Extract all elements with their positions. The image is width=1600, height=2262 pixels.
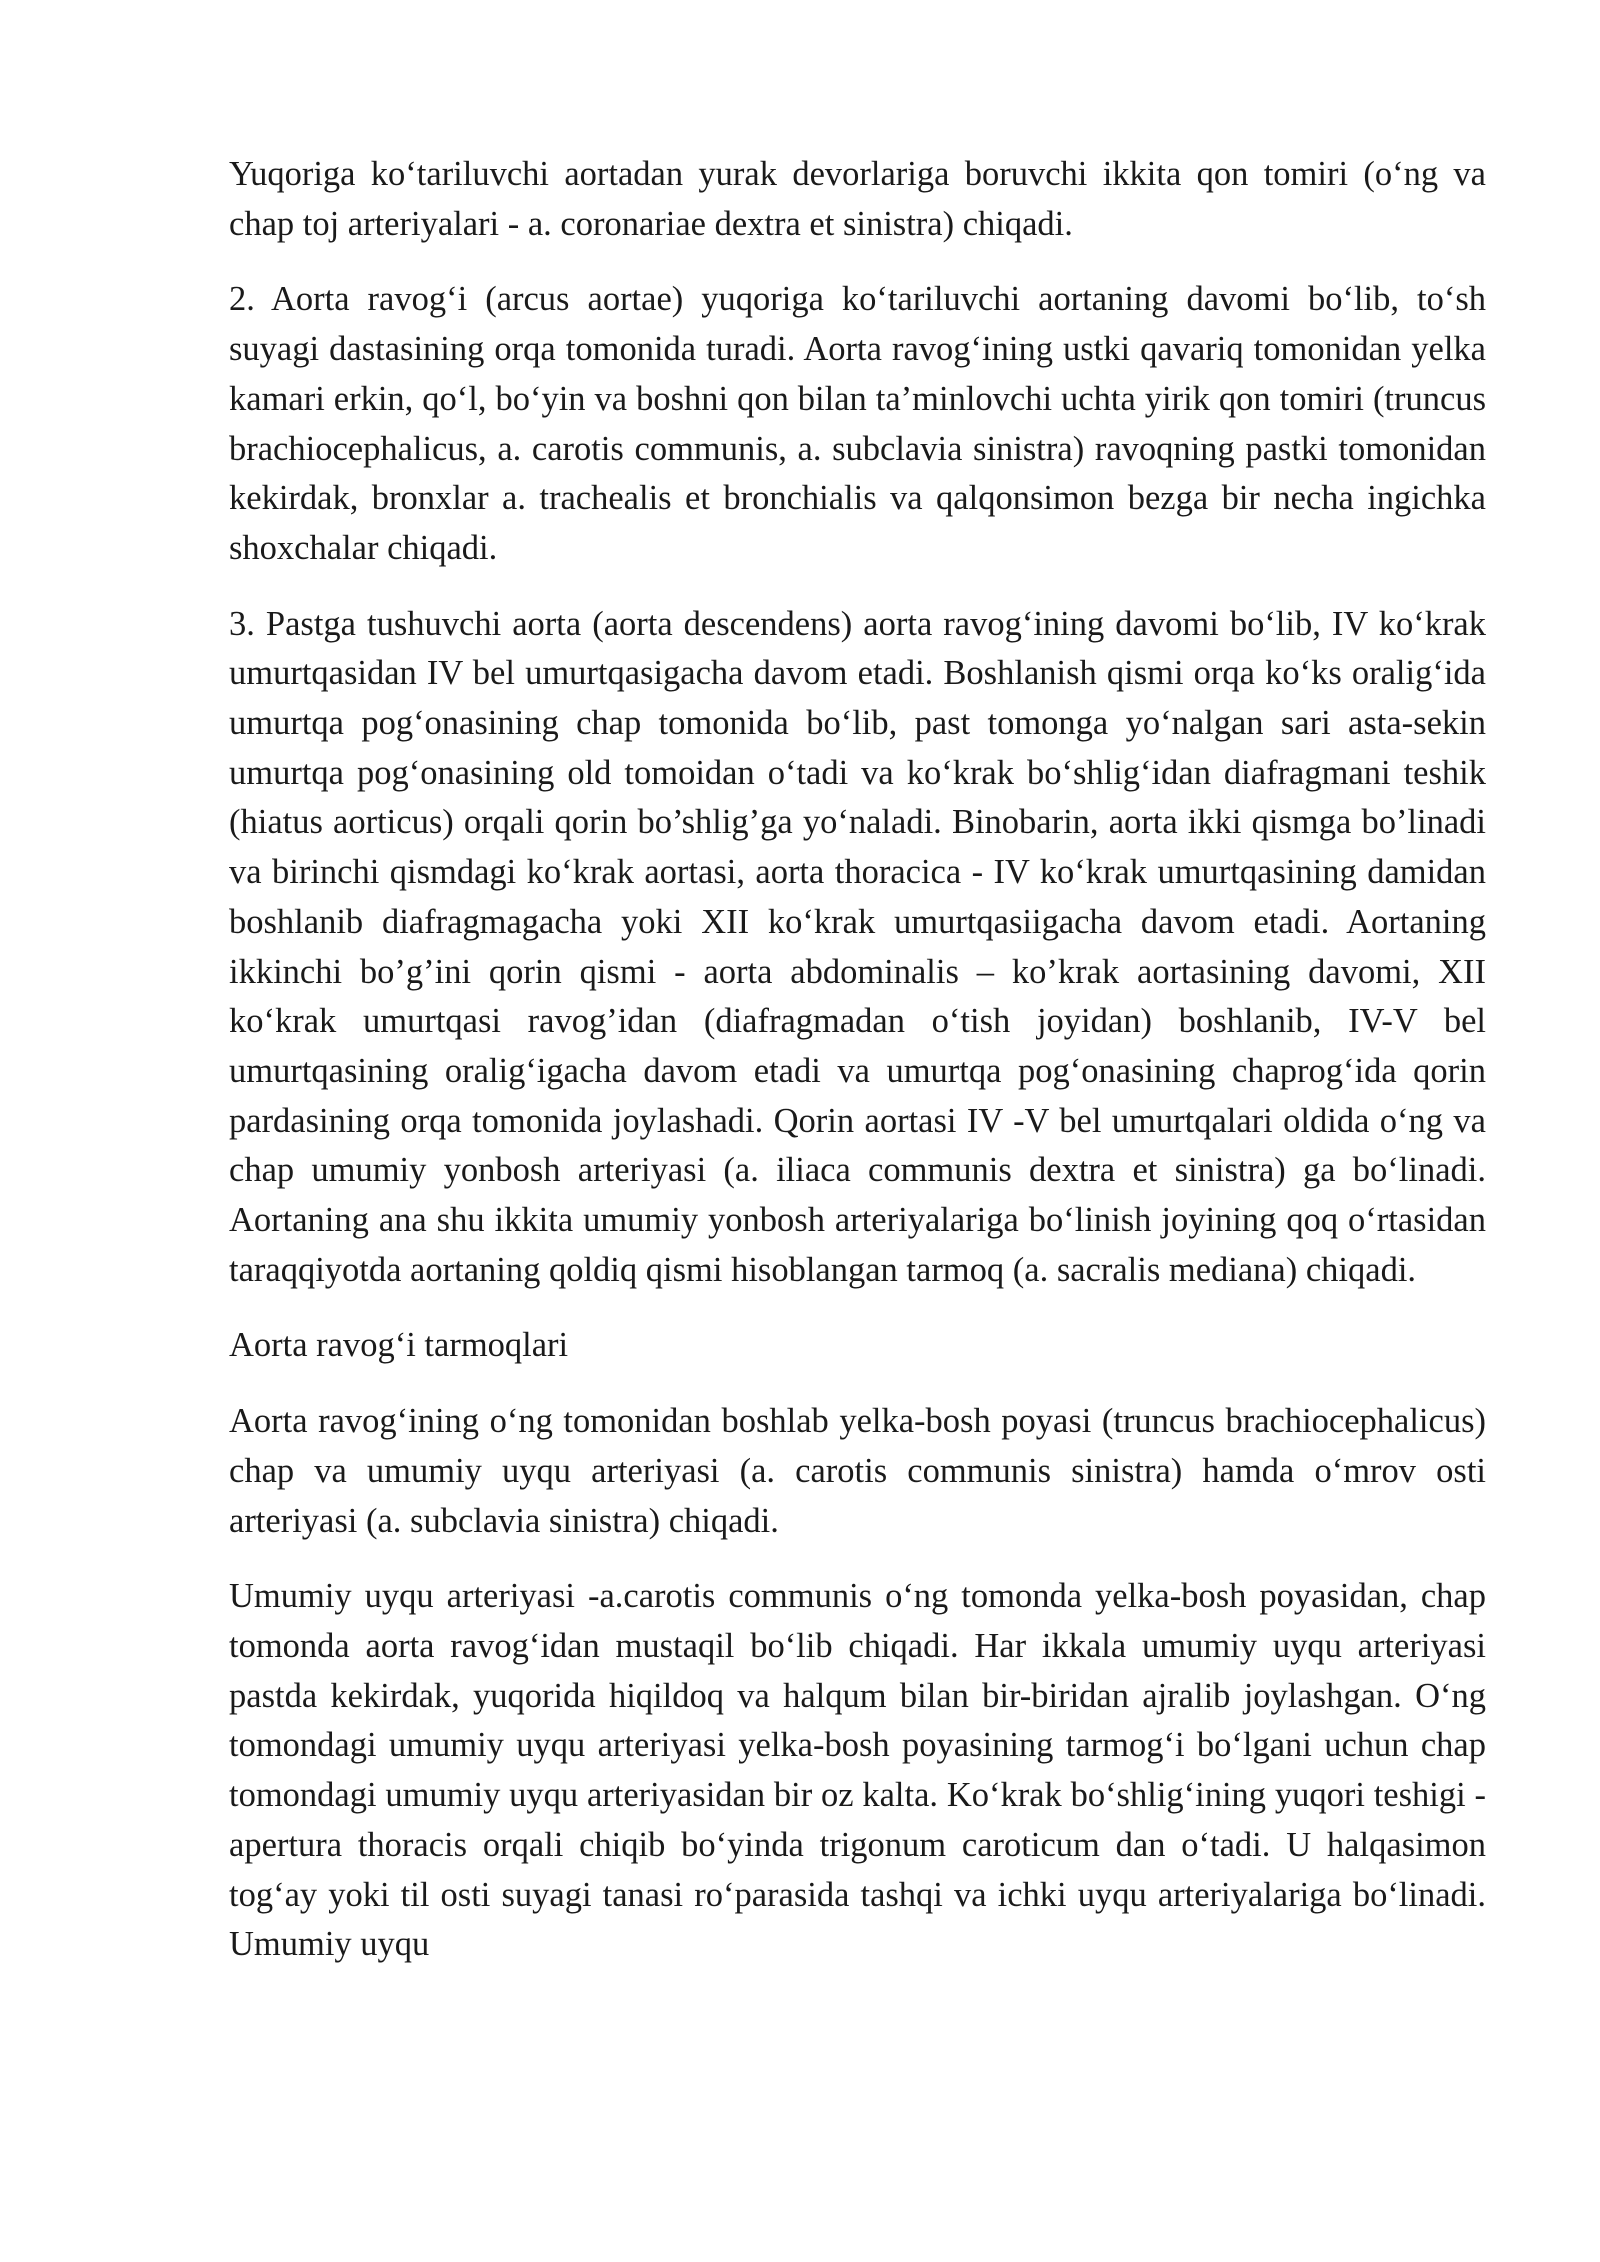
- section-heading-aortic-arch-branches: Aorta ravog‘i tarmoqlari: [229, 1326, 569, 1365]
- document-body: [229, 150, 1486, 1996]
- paragraph-arch-branches: Aorta ravog‘ining o‘ng tomonidan boshlab yelka-bosh poyasi (truncus brachiocephalicus) chap va umumiy uyqu arteriyasi (a. carotis communis sinistra) hamda o‘mrov osti arteriyasi (a. subclavia sinistra) chiqadi.: [229, 1402, 1486, 1540]
- paragraph-common-carotid: Umumiy uyqu arteriyasi -a.carotis communis o‘ng tomonda yelka-bosh poyasidan, chap tomonda aorta ravog‘idan mustaqil bo‘lib chiqadi. Har ikkala umumiy uyqu arteriyasi pastda kekirdak, yuqorida hiqildoq va halqum bilan bir-biridan ajralib joylashgan. O‘ng tomondagi umumiy uyqu arteriyasi yelka-bosh poyasining tarmog‘i bo‘lgani uchun chap tomondagi umumiy uyqu arteriyasidan bir oz kalta. Ko‘krak bo‘shlig‘ining yuqori teshigi - apertura thoracis orqali chiqib bo‘yinda trigonum caroticum dan o‘tadi. U halqasimon tog‘ay yoki til osti suyagi tanasi ro‘parasida tashqi va ichki uyqu arteriyalariga bo‘linadi. Umumiy uyqu: [229, 1577, 1486, 1964]
- paragraph-descending-aorta: 3. Pastga tushuvchi aorta (aorta descendens) aorta ravog‘ining davomi bo‘lib, IV ko‘krak umurtqasidan IV bel umurtqasigacha davom etadi. Boshlanish qismi orqa ko‘ks oralig‘ida umurtqa pog‘onasining chap tomonida bo‘lib, past tomonga yo‘nalgan sari asta-sekin umurtqa pog‘onasining old tomoidan o‘tadi va ko‘krak bo‘shlig‘idan diafragmani teshik (hiatus aorticus) orqali qorin bo’shlig’ga yo‘naladi. Binobarin, aorta ikki qismga bo’linadi va birinchi qismdagi ko‘krak aortasi, aorta thoracica - IV ko‘krak umurtqasining damidan boshlanib diafragmagacha yoki XII ko‘krak umurtqasiigacha davom etadi. Aortaning ikkinchi bo’g’ini qorin qismi - aorta abdominalis – ko’krak aortasining davomi, XII ko‘krak umurtqasi ravog’idan (diafragmadan o‘tish joyidan) boshlanib, IV-V bel umurtqasining oralig‘igacha davom etadi va umurtqa pog‘onasining chaprog‘ida qorin pardasining orqa tomonida joylashadi. Qorin aortasi IV -V bel umurtqalari oldida o‘ng va chap umumiy yonbosh arteriyasi (a. iliaca communis dextra et sinistra) ga bo‘linadi. Aortaning ana shu ikkita umumiy yonbosh arteriyalariga bo‘linish joyining qoq o‘rtasidan taraqqiyotda aortaning qoldiq qismi hisoblangan tarmoq (a. sacralis mediana) chiqadi.: [229, 604, 1486, 1289]
- paragraph-aortic-arch: 2. Aorta ravog‘i (arcus aortae) yuqoriga ko‘tariluvchi aortaning davomi bo‘lib, to‘sh suyagi dastasining orqa tomonida turadi. Aorta ravog‘ining ustki qavariq tomonidan yelka kamari erkin, qo‘l, bo‘yin va boshni qon bilan ta’minlovchi uchta yirik qon tomiri (truncus brachiocephalicus, a. carotis communis, a. subclavia sinistra) ravoqning pastki tomonidan kekirdak, bronxlar a. trachealis et bronchialis va qalqonsimon bezga bir necha ingichka shoxchalar chiqadi.: [229, 280, 1486, 567]
- paragraph-coronary-arteries: Yuqoriga ko‘tariluvchi aortadan yurak devorlariga boruvchi ikkita qon tomiri (o‘ng va chap toj arteriyalari - a. coronariae dextra et sinistra) chiqadi.: [229, 155, 1486, 243]
